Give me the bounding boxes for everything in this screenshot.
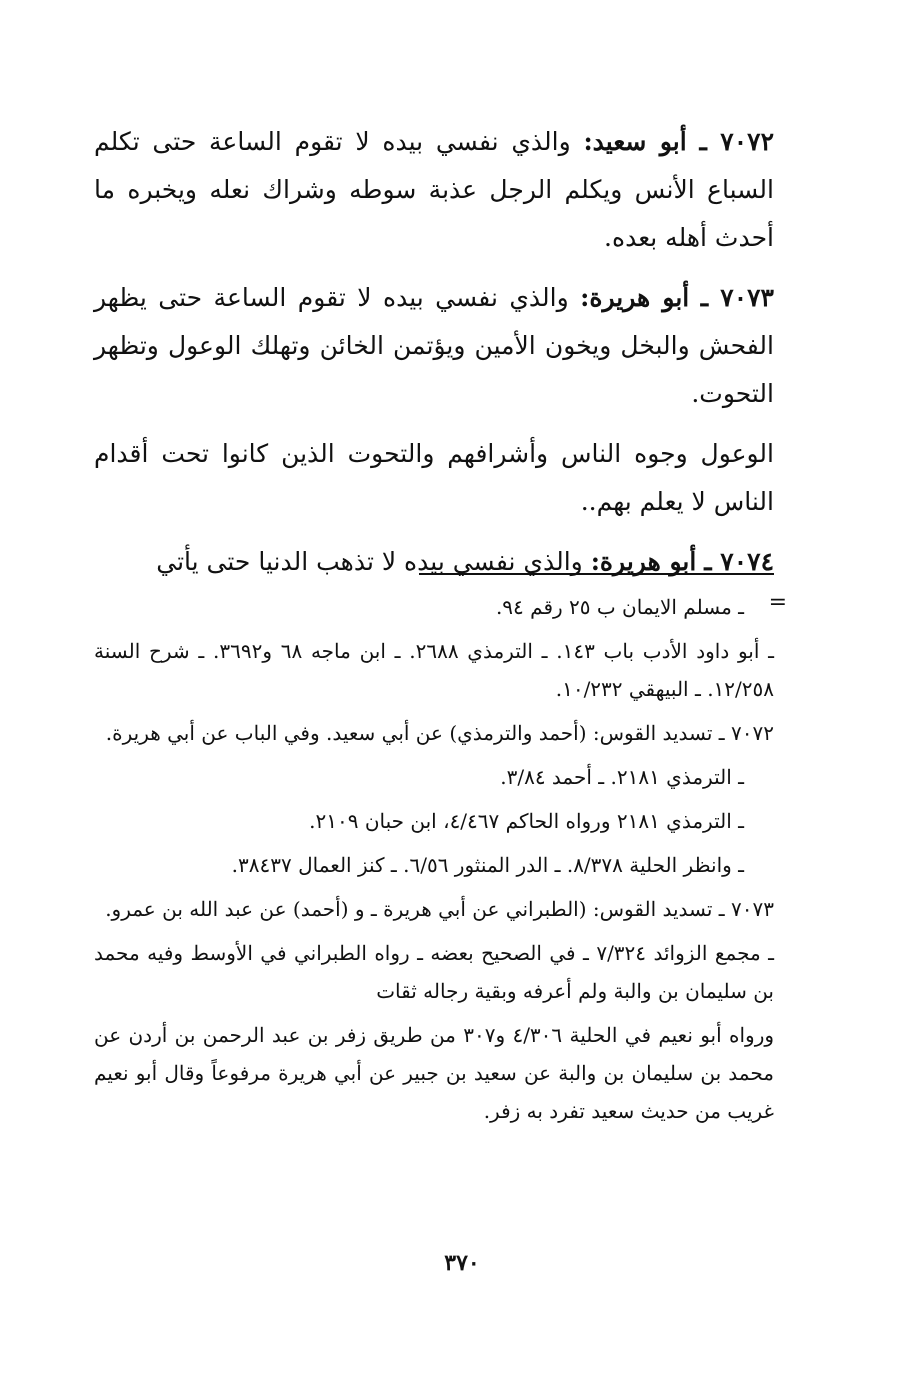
footnote-line: ـ وانظر الحلية ٨/٣٧٨. ـ الدر المنثور ٦/٥٦. ـ كنز العمال ٣٨٤٣٧.	[231, 853, 744, 877]
footnote-line: ـ أبو داود الأدب باب ١٤٣. ـ الترمذي ٢٦٨٨. ـ ابن ماجه ٦٨ و٣٦٩٢. ـ شرح السنة ١٢/٢٥٨. ـ البيهقي ١٠/٢٣٢.	[94, 639, 774, 701]
hadith-narrator: أبو هريرة:	[580, 283, 690, 312]
hadith-narrator: أبو سعيد:	[583, 127, 687, 156]
hadith-narrator: أبو هريرة:	[590, 547, 697, 576]
footnotes	[94, 588, 774, 1136]
footnote-line: ورواه أبو نعيم في الحلية ٤/٣٠٦ و٣٠٧ من طريق زفر بن عبد الرحمن بن أردن عن محمد بن سليمان بن والبة عن سعيد بن جبير عن أبي هريرة مرفوعاً وقال أبو نعيم غريب من حديث سعيد تفرد به زفر.	[94, 1023, 775, 1123]
hadith-text: والذي نفسي بيده لا تقوم الساعة حتى يظهر الفحش والبخل ويخون الأمين ويؤتمن الخائن وتهلك الوعول وتظهر التحوت.	[94, 283, 774, 408]
hadith-7073-explanation	[94, 430, 774, 526]
page-number: ٣٧٠	[444, 1250, 480, 1276]
main-text	[94, 118, 774, 598]
footnote-line: ٧٠٧٣ ـ تسديد القوس: (الطبراني عن أبي هريرة ـ و (أحمد) عن عبد الله بن عمرو.	[105, 897, 774, 921]
hadith-7072	[94, 118, 774, 262]
footnote-divider	[419, 573, 774, 575]
explanation-text: الوعول وجوه الناس وأشرافهم والتحوت الذين كانوا تحت أقدام الناس لا يعلم بهم..	[94, 439, 774, 516]
footnote-line: ـ مسلم الايمان ب ٢٥ رقم ٩٤.	[495, 595, 744, 619]
hadith-number: ٧٠٧٢ ـ	[699, 127, 775, 156]
footnote-line: ـ الترمذي ٢١٨١ ورواه الحاكم ٤/٤٦٧، ابن حبان ٢١٠٩.	[309, 809, 744, 833]
continuation-mark: =	[768, 590, 787, 615]
hadith-7073	[94, 274, 774, 418]
hadith-number: ٧٠٧٣ ـ	[700, 283, 774, 312]
hadith-number: ٧٠٧٤ ـ	[704, 547, 774, 576]
hadith-text: والذي نفسي بيده لا تقوم الساعة حتى تكلم السباع الأنس ويكلم الرجل عذبة سوطه وشراك نعله ويخبره ما أحدث أهله بعده.	[94, 127, 774, 252]
footnote-line: ـ الترمذي ٢١٨١. ـ أحمد ٣/٨٤.	[500, 765, 744, 789]
hadith-7074	[94, 538, 774, 586]
footnote-line: ٧٠٧٢ ـ تسديد القوس: (أحمد والترمذي) عن أبي سعيد. وفي الباب عن أبي هريرة.	[105, 721, 774, 745]
hadith-text: والذي نفسي بيده لا تذهب الدنيا حتى يأتي	[156, 547, 583, 576]
footnote-line: ـ مجمع الزوائد ٧/٣٢٤ ـ في الصحيح بعضه ـ رواه الطبراني في الأوسط وفيه محمد بن سليمان بن والبة ولم أعرفه وبقية رجاله ثقات	[94, 941, 774, 1003]
